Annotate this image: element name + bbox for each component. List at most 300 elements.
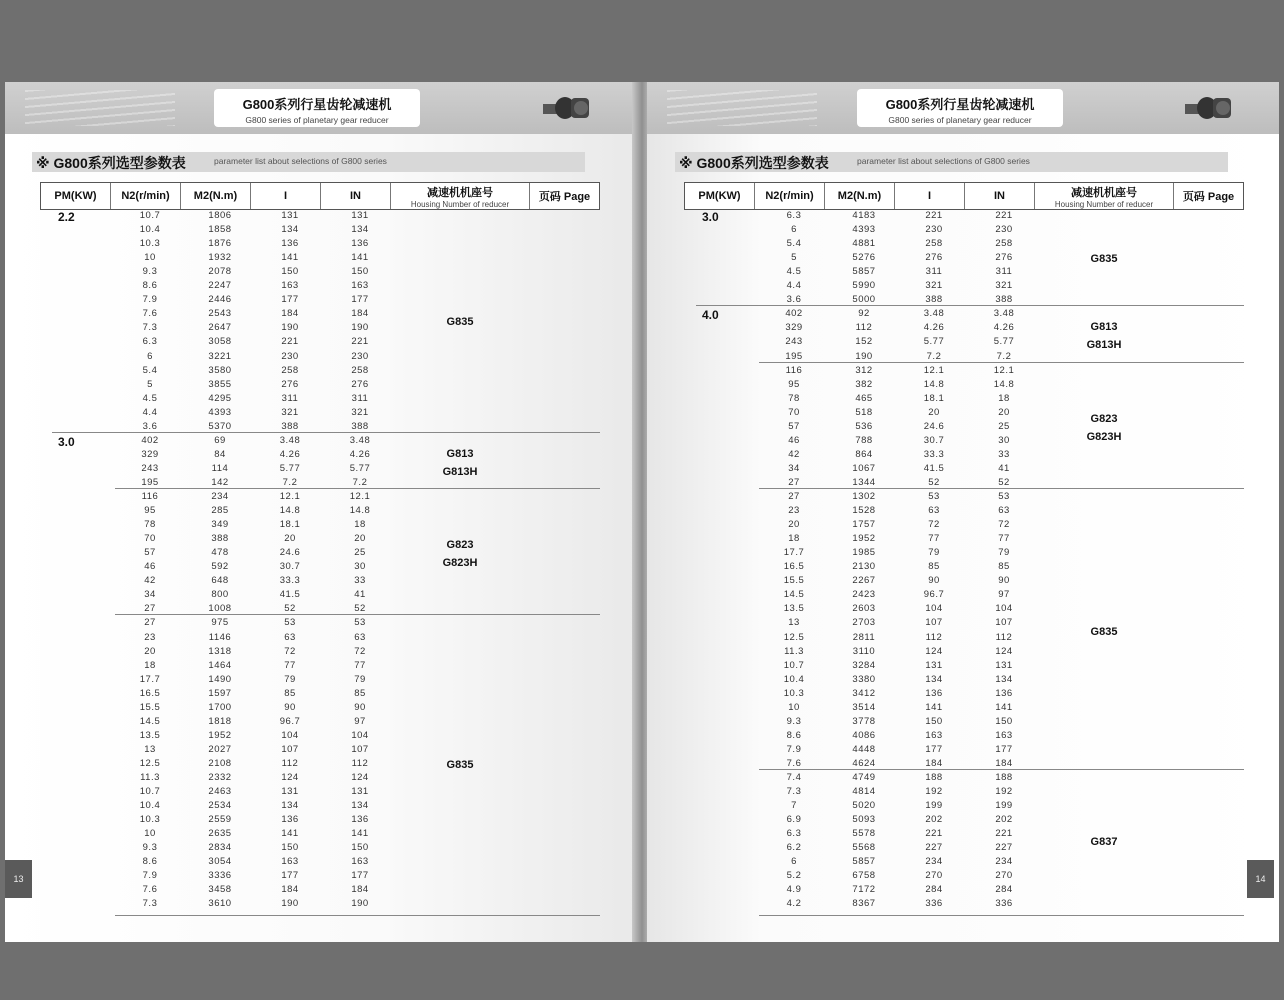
in-cell: 52 (354, 603, 366, 615)
m2-cell: 4393 (208, 406, 232, 418)
in-cell: 141 (351, 252, 369, 264)
in-cell: 258 (351, 364, 369, 376)
i-cell: 3.48 (279, 434, 301, 446)
m2-cell: 536 (855, 420, 873, 432)
m2-cell: 5857 (852, 266, 876, 278)
header-title-cn: G800系列行星齿轮减速机 (242, 97, 392, 112)
table-row (40, 898, 600, 912)
table-row (684, 463, 1244, 477)
n2-cell: 34 (788, 462, 800, 474)
n2-cell: 18 (788, 533, 800, 545)
i-cell: 270 (925, 870, 943, 882)
n2-cell: 17.7 (783, 547, 805, 559)
in-cell: 163 (351, 856, 369, 868)
n2-cell: 46 (144, 561, 156, 573)
n2-cell: 9.3 (142, 266, 158, 278)
i-cell: 63 (284, 631, 296, 643)
i-cell: 177 (925, 743, 943, 755)
in-cell: 12.1 (349, 491, 371, 502)
n2-cell: 27 (788, 491, 800, 502)
in-cell: 5.77 (993, 336, 1015, 348)
left-page (5, 82, 637, 942)
housing-model (395, 445, 525, 481)
col-page: 页码 Page (538, 191, 591, 203)
in-cell: 72 (998, 519, 1010, 531)
gear-reducer-icon-right (1183, 90, 1237, 124)
m2-cell: 3458 (208, 884, 232, 896)
m2-cell: 388 (211, 533, 229, 545)
i-cell: 5.77 (279, 462, 301, 474)
in-cell: 85 (354, 687, 366, 699)
section-title-cn-right: ※ G800系列选型参数表 (679, 155, 829, 171)
i-cell: 107 (281, 743, 299, 755)
m2-cell: 4393 (852, 224, 876, 236)
housing-model-code: G813 (1090, 321, 1118, 334)
housing-model-code: G823 (446, 539, 474, 552)
table-row (40, 266, 600, 280)
m2-cell: 349 (211, 519, 229, 531)
in-cell: 336 (995, 898, 1013, 910)
power-value: 2.2 (58, 210, 75, 224)
in-cell: 25 (354, 547, 366, 559)
col-housing-en-right: Housing Number of reducer (1054, 199, 1154, 209)
m2-cell: 6758 (852, 870, 876, 882)
m2-cell: 1858 (208, 224, 232, 236)
m2-cell: 3336 (208, 870, 232, 882)
i-cell: 112 (281, 757, 299, 769)
n2-cell: 13 (788, 617, 800, 629)
n2-cell: 6 (791, 224, 797, 236)
in-cell: 227 (995, 842, 1013, 854)
in-cell: 311 (995, 266, 1013, 278)
i-cell: 234 (925, 856, 943, 868)
n2-cell: 7.3 (142, 898, 158, 910)
in-cell: 221 (995, 210, 1013, 221)
i-cell: 192 (925, 786, 943, 798)
in-cell: 202 (995, 814, 1013, 826)
i-cell: 199 (925, 800, 943, 812)
table-row (40, 842, 600, 856)
header-title-box-right (857, 89, 1063, 127)
n2-cell: 4.4 (786, 280, 802, 292)
table-row (40, 702, 600, 716)
i-cell: 104 (925, 603, 943, 615)
m2-cell: 864 (855, 448, 873, 460)
m2-cell: 2247 (208, 280, 232, 292)
header-decoration-right (667, 90, 817, 126)
n2-cell: 78 (144, 519, 156, 531)
m2-cell: 5093 (852, 814, 876, 826)
n2-cell: 18 (144, 659, 156, 671)
table-row (684, 800, 1244, 814)
table-row (684, 547, 1244, 561)
group-separator (759, 769, 1244, 770)
m2-cell: 1490 (208, 673, 232, 685)
housing-model-code: G837 (1090, 836, 1118, 849)
in-cell: 41 (998, 462, 1010, 474)
in-cell: 284 (995, 884, 1013, 896)
i-cell: 30.7 (923, 434, 945, 446)
m2-cell: 1597 (208, 687, 232, 699)
housing-model (395, 313, 525, 331)
i-cell: 190 (281, 898, 299, 910)
i-cell: 24.6 (923, 420, 945, 432)
i-cell: 141 (281, 828, 299, 840)
n2-cell: 195 (141, 476, 159, 488)
i-cell: 177 (281, 870, 299, 882)
table-header (40, 182, 600, 210)
housing-model (1039, 318, 1169, 354)
table-row (684, 533, 1244, 547)
n2-cell: 329 (141, 448, 159, 460)
table-row (684, 646, 1244, 660)
i-cell: 72 (284, 645, 296, 657)
i-cell: 41.5 (279, 589, 301, 601)
i-cell: 276 (281, 378, 299, 390)
table-row (40, 575, 600, 589)
n2-cell: 6.3 (786, 828, 802, 840)
n2-cell: 402 (141, 434, 159, 446)
in-cell: 18 (354, 519, 366, 531)
in-cell: 184 (995, 757, 1013, 769)
housing-model (1039, 833, 1169, 851)
table-row (40, 772, 600, 786)
in-cell: 104 (995, 603, 1013, 615)
table-row (684, 688, 1244, 702)
housing-model-code: G835 (446, 316, 474, 329)
housing-model (395, 756, 525, 774)
n2-cell: 78 (788, 392, 800, 404)
m2-cell: 2078 (208, 266, 232, 278)
n2-cell: 46 (788, 434, 800, 446)
in-cell: 107 (995, 617, 1013, 629)
m2-cell: 1528 (852, 505, 876, 517)
table-row (684, 210, 1244, 224)
in-cell: 25 (998, 420, 1010, 432)
i-cell: 5.77 (923, 336, 945, 348)
m2-cell: 1985 (852, 547, 876, 559)
i-cell: 227 (925, 842, 943, 854)
i-cell: 14.8 (923, 378, 945, 390)
m2-cell: 3778 (852, 715, 876, 727)
m2-cell: 2332 (208, 772, 232, 783)
i-cell: 184 (281, 308, 299, 320)
table-row (40, 856, 600, 870)
m2-cell: 1146 (208, 631, 232, 643)
table-header-right (684, 182, 1244, 210)
n2-cell: 5.2 (786, 870, 802, 882)
n2-cell: 7.6 (142, 308, 158, 320)
m2-cell: 3580 (208, 364, 232, 376)
i-cell: 124 (281, 772, 299, 783)
i-cell: 336 (925, 898, 943, 910)
i-cell: 85 (928, 561, 940, 573)
i-cell: 134 (925, 673, 943, 685)
in-cell: 124 (995, 645, 1013, 657)
group-separator (759, 488, 1244, 489)
table-row (684, 561, 1244, 575)
m2-cell: 1876 (208, 238, 232, 250)
housing-model-code: G823 (1090, 412, 1118, 425)
m2-cell: 92 (858, 308, 870, 320)
n2-cell: 17.7 (139, 673, 161, 685)
n2-cell: 6.9 (786, 814, 802, 826)
i-cell: 276 (925, 252, 943, 264)
i-cell: 190 (281, 322, 299, 334)
table-row (684, 280, 1244, 294)
col-page-right: 页码 Page (1182, 191, 1235, 203)
m2-cell: 2267 (852, 575, 876, 587)
n2-cell: 7.9 (142, 294, 158, 306)
i-cell: 136 (925, 687, 943, 699)
n2-cell: 8.6 (786, 729, 802, 741)
m2-cell: 5370 (208, 420, 232, 432)
i-cell: 72 (928, 519, 940, 531)
m2-cell: 4448 (852, 743, 876, 755)
i-cell: 141 (925, 701, 943, 713)
housing-model-code: G823H (1086, 430, 1122, 443)
n2-cell: 42 (144, 575, 156, 587)
section-title-en-right: parameter list about selections of G800 series (857, 156, 1030, 166)
col-m2: M2(N.m) (181, 183, 251, 209)
m2-cell: 2635 (208, 828, 232, 840)
table-row (684, 786, 1244, 800)
n2-cell: 10.7 (139, 786, 161, 798)
table-row (40, 730, 600, 744)
n2-cell: 15.5 (783, 575, 805, 587)
m2-cell: 5578 (852, 828, 876, 840)
i-cell: 134 (281, 224, 299, 236)
m2-cell: 382 (855, 378, 873, 390)
in-cell: 221 (995, 828, 1013, 840)
gear-reducer-icon (541, 90, 595, 124)
section-title-bar-right (675, 152, 1228, 172)
in-cell: 112 (995, 631, 1013, 643)
in-cell: 14.8 (349, 505, 371, 517)
col-in-right: IN (965, 183, 1035, 209)
n2-cell: 27 (788, 476, 800, 488)
header-title-box (214, 89, 420, 127)
m2-cell: 1818 (208, 715, 232, 727)
in-cell: 63 (998, 505, 1010, 517)
m2-cell: 84 (214, 448, 226, 460)
in-cell: 136 (351, 814, 369, 826)
i-cell: 30.7 (279, 561, 301, 573)
i-cell: 258 (281, 364, 299, 376)
in-cell: 276 (351, 378, 369, 390)
table-row (40, 210, 600, 224)
m2-cell: 5020 (852, 800, 876, 812)
col-housing-right (1035, 183, 1174, 209)
housing-model (1039, 250, 1169, 268)
i-cell: 136 (281, 238, 299, 250)
i-cell: 184 (925, 757, 943, 769)
in-cell: 177 (995, 743, 1013, 755)
n2-cell: 7.3 (142, 322, 158, 334)
m2-cell: 5000 (852, 294, 876, 306)
n2-cell: 5 (147, 378, 153, 390)
in-cell: 53 (354, 617, 366, 629)
table-row (40, 407, 600, 421)
m2-cell: 3380 (852, 673, 876, 685)
n2-cell: 7.6 (142, 884, 158, 896)
n2-cell: 116 (141, 491, 159, 502)
m2-cell: 1700 (208, 701, 232, 713)
in-cell: 184 (351, 884, 369, 896)
n2-cell: 10.4 (139, 800, 161, 812)
in-cell: 190 (351, 898, 369, 910)
table-row (40, 632, 600, 646)
i-cell: 321 (925, 280, 943, 292)
in-cell: 321 (995, 280, 1013, 292)
i-cell: 20 (928, 406, 940, 418)
i-cell: 90 (284, 701, 296, 713)
in-cell: 53 (998, 491, 1010, 502)
table-row (40, 252, 600, 266)
n2-cell: 13 (144, 743, 156, 755)
table-row (684, 365, 1244, 379)
in-cell: 150 (351, 266, 369, 278)
m2-cell: 112 (855, 322, 873, 334)
n2-cell: 4.4 (142, 406, 158, 418)
table-row (40, 336, 600, 350)
in-cell: 7.2 (352, 476, 368, 488)
i-cell: 163 (281, 856, 299, 868)
section-title-en: parameter list about selections of G800 series (214, 156, 387, 166)
m2-cell: 152 (855, 336, 873, 348)
in-cell: 141 (995, 701, 1013, 713)
in-cell: 63 (354, 631, 366, 643)
i-cell: 107 (925, 617, 943, 629)
i-cell: 14.8 (279, 505, 301, 517)
table-row (684, 870, 1244, 884)
n2-cell: 6.3 (142, 336, 158, 348)
i-cell: 163 (925, 729, 943, 741)
header-title-en-right: G800 series of planetary gear reducer (888, 115, 1032, 125)
m2-cell: 4183 (852, 210, 876, 221)
n2-cell: 13.5 (783, 603, 805, 615)
m2-cell: 5276 (852, 252, 876, 264)
col-n2-right: N2(r/min) (755, 183, 825, 209)
in-cell: 150 (995, 715, 1013, 727)
n2-cell: 8.6 (142, 856, 158, 868)
i-cell: 33.3 (923, 448, 945, 460)
m2-cell: 1302 (852, 491, 876, 502)
n2-cell: 15.5 (139, 701, 161, 713)
in-cell: 230 (995, 224, 1013, 236)
n2-cell: 10 (144, 252, 156, 264)
n2-cell: 243 (141, 462, 159, 474)
i-cell: 77 (928, 533, 940, 545)
in-cell: 136 (995, 687, 1013, 699)
in-cell: 4.26 (993, 322, 1015, 334)
housing-model-code: G813H (442, 465, 478, 478)
in-cell: 321 (351, 406, 369, 418)
table-row (40, 589, 600, 603)
m2-cell: 2603 (852, 603, 876, 615)
m2-cell: 69 (214, 434, 226, 446)
i-cell: 177 (281, 294, 299, 306)
table-row (684, 491, 1244, 505)
header-title-cn-right: G800系列行星齿轮减速机 (885, 97, 1035, 112)
m2-cell: 4749 (852, 772, 876, 783)
i-cell: 150 (281, 266, 299, 278)
table-row (40, 238, 600, 252)
i-cell: 104 (281, 729, 299, 741)
n2-cell: 12.5 (139, 757, 161, 769)
m2-cell: 285 (211, 505, 229, 517)
n2-cell: 12.5 (783, 631, 805, 643)
power-value: 3.0 (58, 434, 75, 449)
in-cell: 131 (351, 786, 369, 798)
n2-cell: 329 (785, 322, 803, 334)
housing-model-code: G813H (1086, 339, 1122, 352)
n2-cell: 10 (144, 828, 156, 840)
m2-cell: 4295 (208, 392, 232, 404)
col-n2: N2(r/min) (111, 183, 181, 209)
header-decoration (25, 90, 175, 126)
in-cell: 124 (351, 772, 369, 783)
right-page (647, 82, 1279, 942)
m2-cell: 4881 (852, 238, 876, 250)
page-number-left: 13 (5, 860, 32, 898)
i-cell: 311 (925, 266, 943, 278)
table-bottom-rule (115, 915, 600, 916)
i-cell: 124 (925, 645, 943, 657)
i-cell: 52 (928, 476, 940, 488)
housing-model-code: G835 (446, 758, 474, 771)
table-row (40, 646, 600, 660)
m2-cell: 4624 (852, 757, 876, 769)
col-housing (391, 183, 530, 209)
n2-cell: 57 (144, 547, 156, 559)
i-cell: 4.26 (279, 448, 301, 460)
table-row (684, 449, 1244, 463)
i-cell: 96.7 (923, 589, 945, 601)
i-cell: 134 (281, 800, 299, 812)
in-cell: 52 (998, 476, 1010, 488)
table-row (40, 379, 600, 393)
i-cell: 131 (281, 786, 299, 798)
m2-cell: 3610 (208, 898, 232, 910)
i-cell: 141 (281, 252, 299, 264)
n2-cell: 20 (144, 645, 156, 657)
n2-cell: 4.5 (142, 392, 158, 404)
in-cell: 190 (351, 322, 369, 334)
table-row (684, 224, 1244, 238)
in-cell: 7.2 (996, 350, 1012, 362)
m2-cell: 2027 (208, 743, 232, 755)
n2-cell: 9.3 (786, 715, 802, 727)
in-cell: 97 (998, 589, 1010, 601)
n2-cell: 11.3 (140, 772, 160, 783)
housing-model-code: G823H (442, 557, 478, 570)
m2-cell: 1757 (852, 519, 876, 531)
n2-cell: 42 (788, 448, 800, 460)
m2-cell: 114 (211, 462, 229, 474)
n2-cell: 7 (791, 800, 797, 812)
in-cell: 131 (995, 659, 1013, 671)
in-cell: 150 (351, 842, 369, 854)
in-cell: 79 (998, 547, 1010, 559)
i-cell: 90 (928, 575, 940, 587)
table-row (684, 772, 1244, 786)
n2-cell: 14.5 (783, 589, 805, 601)
n2-cell: 6 (791, 856, 797, 868)
table-row (684, 660, 1244, 674)
table-row (40, 294, 600, 308)
m2-cell: 142 (211, 476, 229, 488)
